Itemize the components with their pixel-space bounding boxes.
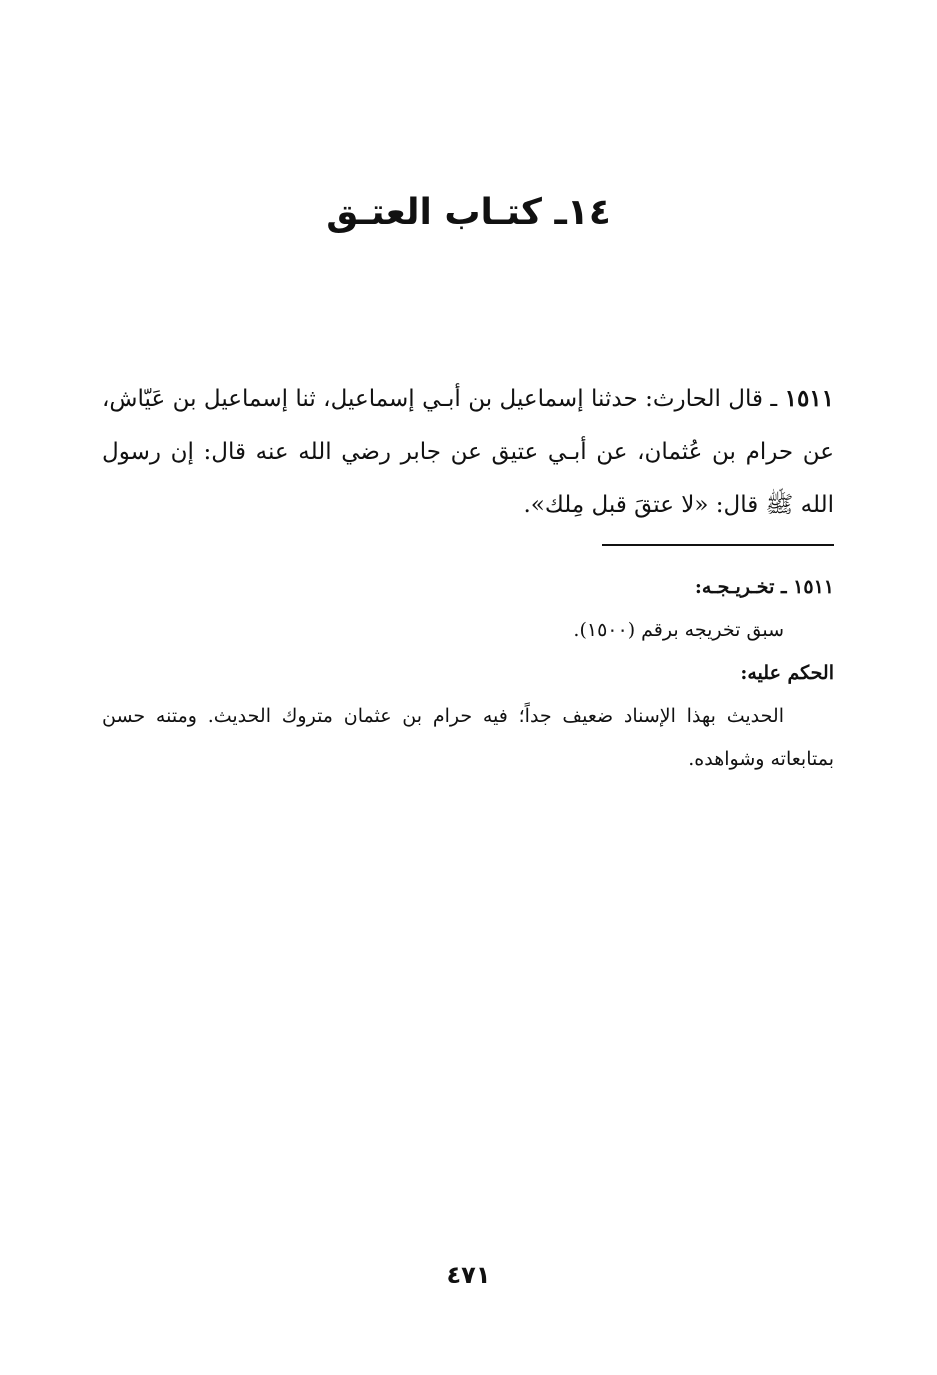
footnotes	[102, 566, 834, 781]
page-number: ٤٧١	[446, 1261, 491, 1289]
chapter-title: ١٤ـ كتـاب العتـق	[326, 192, 611, 233]
hadith-paragraph	[102, 372, 834, 532]
hukm-heading: الحكم عليه:	[740, 662, 834, 684]
hadith-number: ١٥١١	[784, 385, 835, 412]
takhrij-text: سبق تخريجه برقم (١٥٠٠).	[573, 619, 784, 641]
takhrij-heading: ١٥١١ ـ تخـريـجـه:	[694, 576, 834, 598]
hadith-text: ـ قال الحارث: حدثنا إسماعيل بن أبـي إسماعيل، ثنا إسماعيل بن عَيّاش، عن حرام بن عُثمان، عن أبـي عتيق عن جابر رضي الله عنه قال: إن رسول الله ﷺ قال: «لا عتقَ قبل مِلك».	[102, 386, 834, 518]
footnote-divider	[602, 544, 834, 546]
hukm-text: الحديث بهذا الإسناد ضعيف جداً؛ فيه حرام بن عثمان متروك الحديث. ومتنه حسن بمتابعاته وشواهده.	[102, 705, 834, 770]
